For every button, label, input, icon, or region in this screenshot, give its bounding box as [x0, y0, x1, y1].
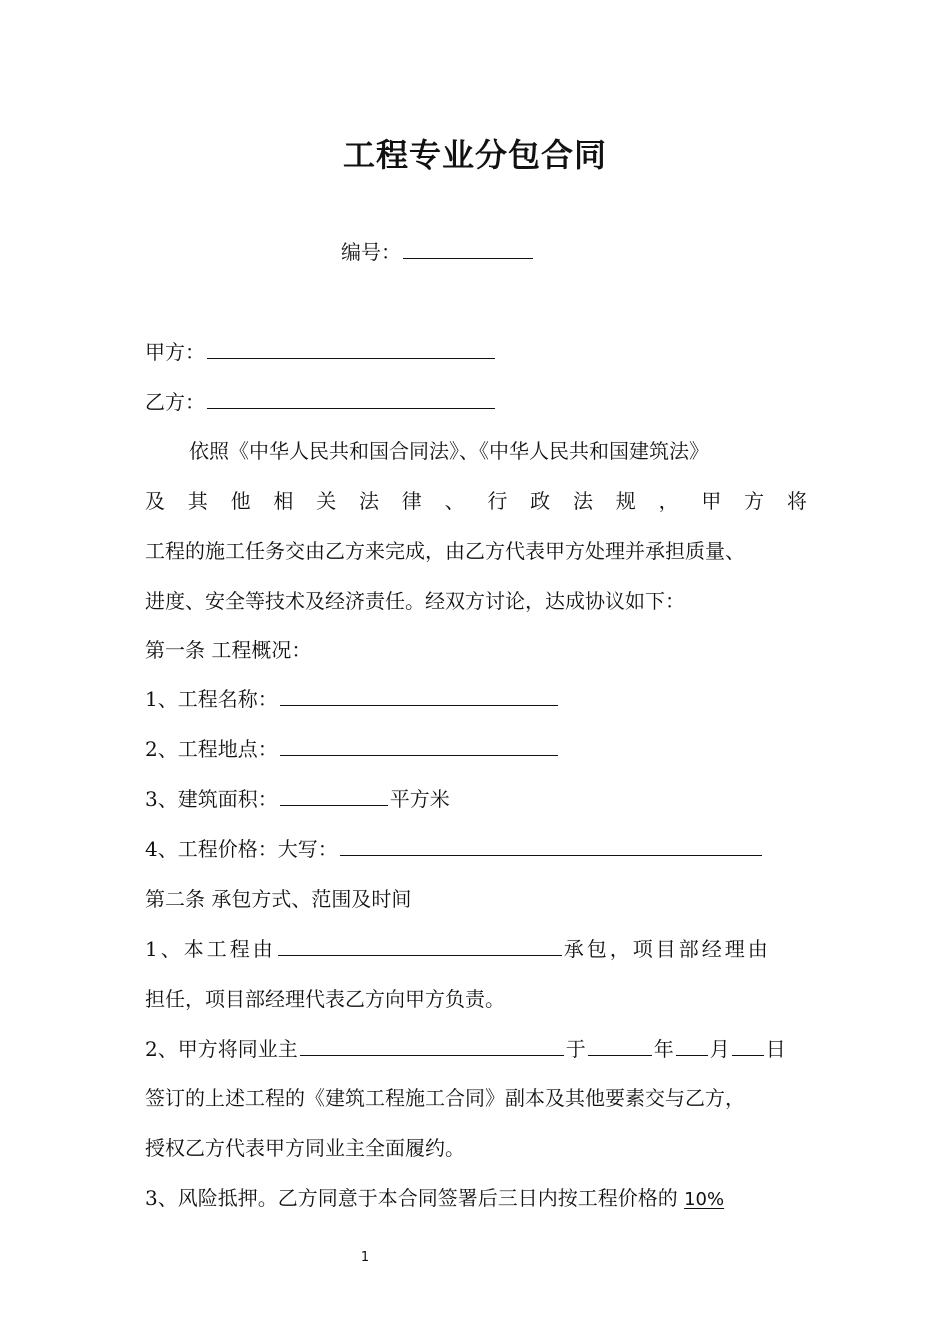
party-a-blank[interactable]	[207, 338, 495, 359]
project-name-label: 1、工程名称：	[145, 687, 278, 711]
intro-char: 行	[487, 489, 508, 513]
intro-char: 将	[786, 489, 807, 513]
contract-number-blank[interactable]	[403, 238, 533, 259]
project-price-blank[interactable]	[340, 835, 762, 856]
intro-char: 甲	[701, 489, 722, 513]
article-1-heading: 第一条 工程概况：	[145, 638, 312, 662]
page-number: 1	[360, 1250, 370, 1265]
intro-char: 规	[615, 489, 636, 513]
project-location-label: 2、工程地点：	[145, 737, 278, 761]
intro-char: 政	[530, 489, 551, 513]
intro-char: 关	[316, 489, 337, 513]
contractor-blank[interactable]	[278, 935, 562, 956]
building-area-row	[145, 785, 450, 813]
intro-char: 法	[358, 489, 379, 513]
intro-char: 律	[401, 489, 422, 513]
party-a-label: 甲方：	[145, 340, 205, 364]
intro-char: ，	[658, 489, 679, 513]
owner-contract-row	[145, 1035, 786, 1063]
intro-char: 法	[572, 489, 593, 513]
owner-contract-line-2: 签订的上述工程的《建筑工程施工合同》副本及其他要素交与乙方，	[145, 1086, 745, 1110]
contract-number-row	[341, 238, 535, 266]
party-b-label: 乙方：	[145, 390, 205, 414]
project-price-row	[145, 835, 764, 863]
intro-line-4: 进度、安全等技术及经济责任。经双方讨论，达成协议如下：	[145, 589, 685, 613]
contractor-suffix: 承包，项目部经理由	[563, 937, 771, 961]
intro-char: 、	[444, 489, 465, 513]
day-label: 日	[765, 1037, 786, 1061]
project-name-row	[145, 685, 560, 713]
building-area-label: 3、建筑面积：	[145, 787, 278, 811]
owner-contract-yu: 于	[565, 1037, 586, 1061]
intro-line-1: 依照《中华人民共和国合同法》、《中华人民共和国建筑法》	[189, 439, 709, 463]
risk-deposit-label: 3、风险抵押。乙方同意于本合同签署后三日内按工程价格的	[145, 1186, 678, 1210]
intro-char: 相	[273, 489, 294, 513]
project-name-blank[interactable]	[280, 685, 558, 706]
building-area-unit: 平方米	[389, 787, 450, 811]
intro-char: 方	[744, 489, 765, 513]
owner-name-blank[interactable]	[300, 1035, 564, 1056]
project-location-blank[interactable]	[280, 735, 558, 756]
intro-line-3: 工程的施工任务交由乙方来完成，由乙方代表甲方处理并承担质量、	[145, 539, 745, 563]
day-blank[interactable]	[732, 1035, 764, 1056]
risk-deposit-row	[145, 1184, 724, 1214]
party-b-blank[interactable]	[207, 388, 495, 409]
owner-contract-line-3: 授权乙方代表甲方同业主全面履约。	[145, 1136, 465, 1160]
manager-line: 担任，项目部经理代表乙方向甲方负责。	[145, 987, 505, 1011]
year-label: 年	[653, 1037, 674, 1061]
intro-line-2	[145, 487, 807, 515]
party-b-row	[145, 388, 497, 416]
owner-contract-label: 2、甲方将同业主	[145, 1037, 298, 1061]
contract-number-label: 编号：	[341, 240, 401, 264]
party-a-row	[145, 338, 497, 366]
month-blank[interactable]	[676, 1035, 708, 1056]
intro-char: 其	[187, 489, 208, 513]
risk-deposit-percent: 10%	[684, 1189, 725, 1210]
year-blank[interactable]	[588, 1035, 652, 1056]
month-label: 月	[709, 1037, 730, 1061]
article-2-heading: 第二条 承包方式、范围及时间	[145, 887, 412, 911]
intro-char: 他	[230, 489, 251, 513]
document-title: 工程专业分包合同	[342, 136, 607, 174]
project-location-row	[145, 735, 560, 763]
contractor-label: 1、本工程由	[145, 937, 276, 961]
intro-char: 及	[145, 489, 165, 513]
contractor-row	[145, 935, 771, 963]
building-area-blank[interactable]	[280, 785, 388, 806]
project-price-label: 4、工程价格：大写：	[145, 837, 338, 861]
